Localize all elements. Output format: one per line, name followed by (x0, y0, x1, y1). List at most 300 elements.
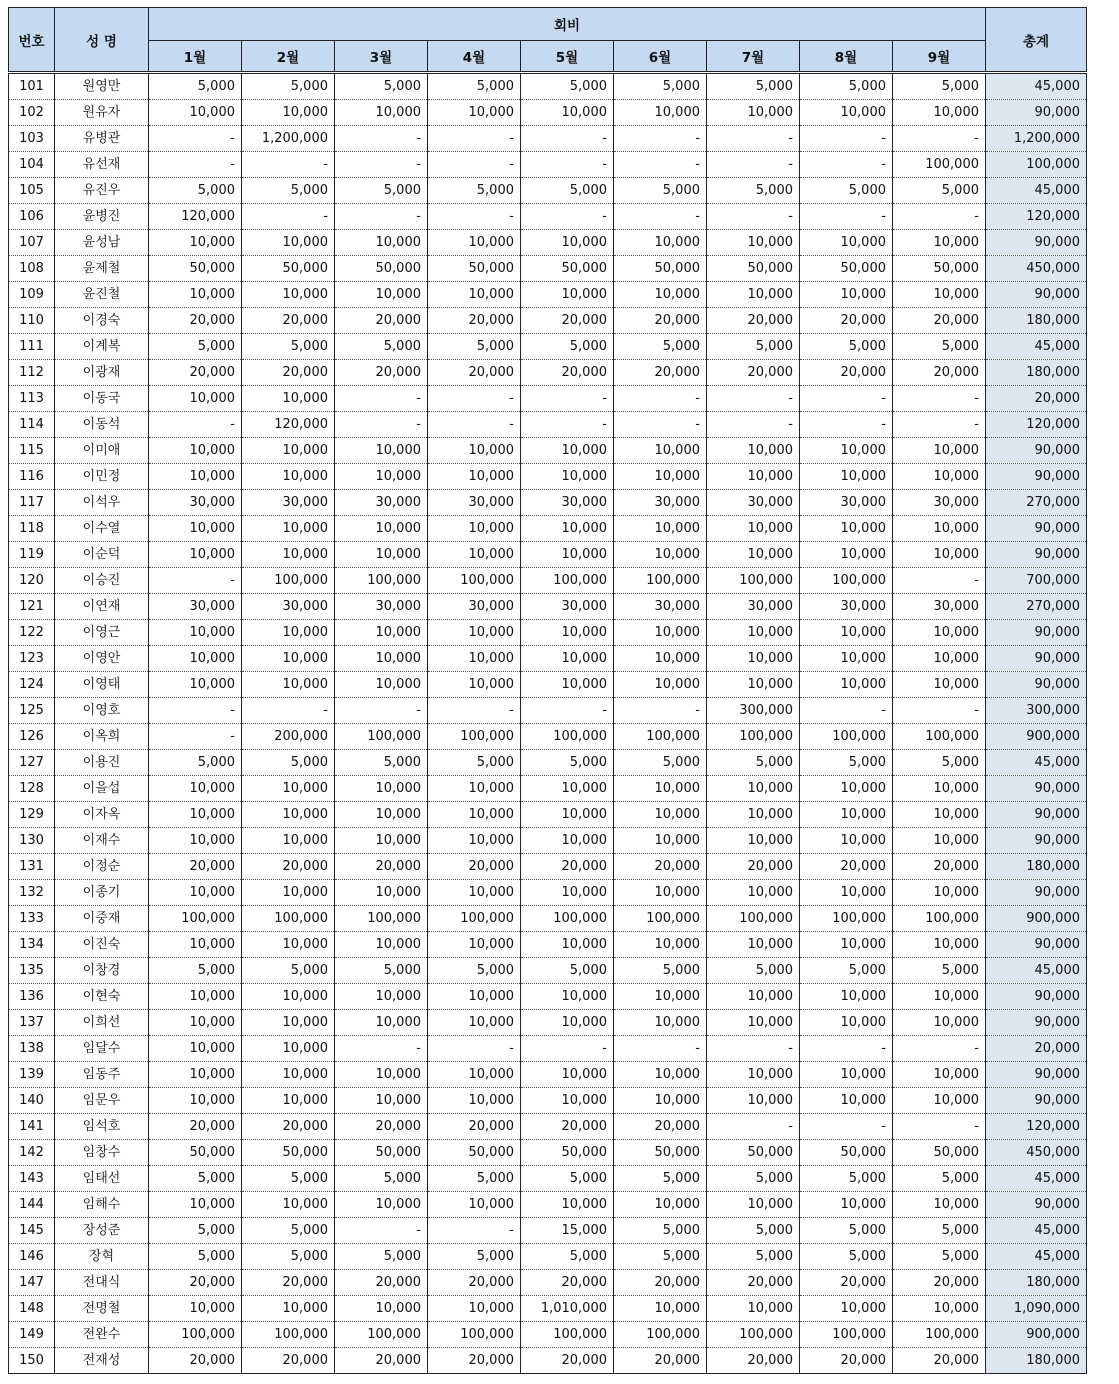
cell-month-2[interactable]: 10,000 (242, 1192, 335, 1218)
cell-month-8[interactable]: 5,000 (800, 1244, 893, 1270)
cell-name[interactable]: 이을섭 (55, 776, 149, 802)
cell-no[interactable]: 106 (9, 204, 55, 230)
cell-month-9[interactable]: - (893, 204, 986, 230)
cell-no[interactable]: 118 (9, 516, 55, 542)
cell-month-1[interactable]: 10,000 (149, 932, 242, 958)
cell-month-5[interactable]: 10,000 (521, 464, 614, 490)
cell-month-8[interactable]: 20,000 (800, 854, 893, 880)
cell-name[interactable]: 이경숙 (55, 308, 149, 334)
cell-month-1[interactable]: 10,000 (149, 880, 242, 906)
cell-month-2[interactable]: 10,000 (242, 282, 335, 308)
cell-month-3[interactable]: 5,000 (335, 73, 428, 100)
cell-month-2[interactable]: 10,000 (242, 1062, 335, 1088)
cell-month-3[interactable]: - (335, 1036, 428, 1062)
cell-month-9[interactable]: 10,000 (893, 802, 986, 828)
cell-month-8[interactable]: 30,000 (800, 594, 893, 620)
cell-name[interactable]: 임창수 (55, 1140, 149, 1166)
cell-month-4[interactable]: 20,000 (428, 854, 521, 880)
cell-month-9[interactable]: 100,000 (893, 724, 986, 750)
cell-month-4[interactable]: 30,000 (428, 490, 521, 516)
cell-no[interactable]: 115 (9, 438, 55, 464)
cell-month-5[interactable]: 100,000 (521, 724, 614, 750)
cell-month-6[interactable]: 20,000 (614, 1114, 707, 1140)
cell-month-7[interactable]: 30,000 (707, 594, 800, 620)
cell-month-5[interactable]: - (521, 1036, 614, 1062)
cell-month-8[interactable]: 10,000 (800, 1296, 893, 1322)
cell-month-6[interactable]: 10,000 (614, 1088, 707, 1114)
cell-month-4[interactable]: 10,000 (428, 984, 521, 1010)
cell-total[interactable]: 90,000 (986, 1062, 1087, 1088)
cell-month-6[interactable]: 10,000 (614, 1192, 707, 1218)
cell-no[interactable]: 113 (9, 386, 55, 412)
cell-month-3[interactable]: 5,000 (335, 178, 428, 204)
cell-month-1[interactable]: 10,000 (149, 516, 242, 542)
cell-month-3[interactable]: 5,000 (335, 334, 428, 360)
cell-month-9[interactable]: - (893, 698, 986, 724)
cell-month-2[interactable]: 10,000 (242, 1010, 335, 1036)
cell-month-5[interactable]: 10,000 (521, 1088, 614, 1114)
cell-month-3[interactable]: - (335, 1218, 428, 1244)
cell-month-4[interactable]: 5,000 (428, 1166, 521, 1192)
cell-month-5[interactable]: 100,000 (521, 1322, 614, 1348)
cell-month-8[interactable]: 10,000 (800, 1088, 893, 1114)
cell-month-4[interactable]: 20,000 (428, 360, 521, 386)
cell-month-5[interactable]: 30,000 (521, 594, 614, 620)
cell-month-4[interactable]: 10,000 (428, 1010, 521, 1036)
cell-month-5[interactable]: 10,000 (521, 984, 614, 1010)
cell-month-8[interactable]: 100,000 (800, 1322, 893, 1348)
cell-month-7[interactable]: 10,000 (707, 776, 800, 802)
cell-month-4[interactable]: 10,000 (428, 932, 521, 958)
cell-month-5[interactable]: 10,000 (521, 932, 614, 958)
cell-month-8[interactable]: 5,000 (800, 178, 893, 204)
cell-month-5[interactable]: - (521, 698, 614, 724)
cell-month-3[interactable]: 20,000 (335, 854, 428, 880)
cell-month-1[interactable]: 10,000 (149, 542, 242, 568)
cell-month-2[interactable]: 100,000 (242, 906, 335, 932)
cell-no[interactable]: 101 (9, 73, 55, 100)
cell-month-3[interactable]: - (335, 126, 428, 152)
cell-month-4[interactable]: 10,000 (428, 776, 521, 802)
cell-total[interactable]: 900,000 (986, 724, 1087, 750)
cell-month-6[interactable]: - (614, 1036, 707, 1062)
cell-total[interactable]: 45,000 (986, 73, 1087, 100)
cell-month-9[interactable]: 10,000 (893, 1010, 986, 1036)
cell-month-8[interactable]: - (800, 386, 893, 412)
cell-month-9[interactable]: 10,000 (893, 1062, 986, 1088)
cell-month-2[interactable]: 5,000 (242, 750, 335, 776)
cell-month-6[interactable]: 10,000 (614, 828, 707, 854)
cell-no[interactable]: 148 (9, 1296, 55, 1322)
cell-name[interactable]: 이동국 (55, 386, 149, 412)
cell-total[interactable]: 180,000 (986, 1348, 1087, 1374)
cell-no[interactable]: 127 (9, 750, 55, 776)
cell-month-1[interactable]: 5,000 (149, 750, 242, 776)
cell-total[interactable]: 90,000 (986, 282, 1087, 308)
cell-month-9[interactable]: 10,000 (893, 828, 986, 854)
cell-month-3[interactable]: 10,000 (335, 516, 428, 542)
cell-name[interactable]: 이창경 (55, 958, 149, 984)
cell-month-3[interactable]: 10,000 (335, 880, 428, 906)
cell-month-6[interactable]: 5,000 (614, 958, 707, 984)
cell-total[interactable]: 90,000 (986, 230, 1087, 256)
cell-name[interactable]: 임문우 (55, 1088, 149, 1114)
cell-month-1[interactable]: 20,000 (149, 1348, 242, 1374)
cell-month-1[interactable]: 10,000 (149, 672, 242, 698)
cell-month-3[interactable]: 10,000 (335, 932, 428, 958)
cell-month-2[interactable]: 30,000 (242, 594, 335, 620)
cell-month-6[interactable]: 20,000 (614, 854, 707, 880)
cell-month-3[interactable]: 20,000 (335, 1348, 428, 1374)
cell-name[interactable]: 이광재 (55, 360, 149, 386)
cell-month-8[interactable]: 20,000 (800, 308, 893, 334)
cell-month-5[interactable]: 30,000 (521, 490, 614, 516)
cell-month-7[interactable]: 10,000 (707, 672, 800, 698)
cell-month-6[interactable]: 10,000 (614, 230, 707, 256)
cell-month-2[interactable]: 10,000 (242, 776, 335, 802)
cell-name[interactable]: 이재수 (55, 828, 149, 854)
cell-month-7[interactable]: 100,000 (707, 1322, 800, 1348)
cell-no[interactable]: 104 (9, 152, 55, 178)
cell-month-6[interactable]: 10,000 (614, 542, 707, 568)
cell-month-5[interactable]: 5,000 (521, 1166, 614, 1192)
cell-month-8[interactable]: 10,000 (800, 1010, 893, 1036)
cell-total[interactable]: 90,000 (986, 516, 1087, 542)
cell-month-5[interactable]: - (521, 126, 614, 152)
cell-month-7[interactable]: 20,000 (707, 1348, 800, 1374)
cell-name[interactable]: 이승진 (55, 568, 149, 594)
cell-month-1[interactable]: 10,000 (149, 230, 242, 256)
cell-month-3[interactable]: 5,000 (335, 958, 428, 984)
cell-name[interactable]: 임태선 (55, 1166, 149, 1192)
cell-no[interactable]: 120 (9, 568, 55, 594)
cell-month-3[interactable]: 30,000 (335, 594, 428, 620)
cell-month-1[interactable]: - (149, 412, 242, 438)
cell-no[interactable]: 121 (9, 594, 55, 620)
cell-month-3[interactable]: 10,000 (335, 984, 428, 1010)
cell-month-4[interactable]: 10,000 (428, 516, 521, 542)
cell-month-3[interactable]: 10,000 (335, 100, 428, 126)
cell-month-3[interactable]: 20,000 (335, 360, 428, 386)
cell-month-9[interactable]: 10,000 (893, 932, 986, 958)
cell-month-9[interactable]: 5,000 (893, 73, 986, 100)
cell-no[interactable]: 150 (9, 1348, 55, 1374)
cell-month-5[interactable]: 1,010,000 (521, 1296, 614, 1322)
cell-month-2[interactable]: 100,000 (242, 1322, 335, 1348)
cell-month-2[interactable]: 200,000 (242, 724, 335, 750)
cell-month-2[interactable]: 1,200,000 (242, 126, 335, 152)
cell-month-1[interactable]: - (149, 698, 242, 724)
cell-month-6[interactable]: 20,000 (614, 1270, 707, 1296)
cell-month-9[interactable]: 20,000 (893, 308, 986, 334)
cell-month-2[interactable]: 5,000 (242, 178, 335, 204)
cell-month-1[interactable]: 5,000 (149, 1244, 242, 1270)
cell-total[interactable]: 450,000 (986, 256, 1087, 282)
cell-month-7[interactable]: 5,000 (707, 334, 800, 360)
cell-month-2[interactable]: 5,000 (242, 1244, 335, 1270)
cell-month-4[interactable]: 20,000 (428, 1270, 521, 1296)
cell-total[interactable]: 90,000 (986, 932, 1087, 958)
cell-total[interactable]: 100,000 (986, 152, 1087, 178)
cell-month-3[interactable]: - (335, 204, 428, 230)
cell-month-9[interactable]: 10,000 (893, 282, 986, 308)
cell-month-5[interactable]: 5,000 (521, 73, 614, 100)
cell-month-3[interactable]: 10,000 (335, 542, 428, 568)
cell-month-1[interactable]: 30,000 (149, 490, 242, 516)
cell-month-4[interactable]: - (428, 126, 521, 152)
cell-month-7[interactable]: 20,000 (707, 1270, 800, 1296)
cell-month-9[interactable]: 20,000 (893, 360, 986, 386)
cell-month-9[interactable]: 10,000 (893, 542, 986, 568)
cell-month-4[interactable]: 20,000 (428, 1348, 521, 1374)
cell-month-9[interactable]: 10,000 (893, 1296, 986, 1322)
cell-month-2[interactable]: 20,000 (242, 854, 335, 880)
cell-month-4[interactable]: 10,000 (428, 438, 521, 464)
cell-month-8[interactable]: 10,000 (800, 464, 893, 490)
cell-month-4[interactable]: 20,000 (428, 308, 521, 334)
cell-month-5[interactable]: 10,000 (521, 880, 614, 906)
cell-month-1[interactable]: 100,000 (149, 906, 242, 932)
cell-month-5[interactable]: 10,000 (521, 646, 614, 672)
cell-month-6[interactable]: 5,000 (614, 1166, 707, 1192)
cell-month-9[interactable]: 10,000 (893, 100, 986, 126)
cell-month-9[interactable]: 5,000 (893, 1166, 986, 1192)
cell-month-8[interactable]: 5,000 (800, 1218, 893, 1244)
cell-month-7[interactable]: 5,000 (707, 73, 800, 100)
cell-month-6[interactable]: - (614, 412, 707, 438)
cell-month-2[interactable]: 10,000 (242, 984, 335, 1010)
cell-month-1[interactable]: 10,000 (149, 620, 242, 646)
cell-month-7[interactable]: 10,000 (707, 542, 800, 568)
cell-month-7[interactable]: 10,000 (707, 1062, 800, 1088)
cell-month-5[interactable]: 100,000 (521, 906, 614, 932)
cell-no[interactable]: 107 (9, 230, 55, 256)
cell-month-2[interactable]: 5,000 (242, 958, 335, 984)
cell-month-7[interactable]: 20,000 (707, 308, 800, 334)
cell-total[interactable]: 90,000 (986, 1088, 1087, 1114)
cell-month-5[interactable]: 10,000 (521, 776, 614, 802)
cell-month-8[interactable]: 10,000 (800, 1192, 893, 1218)
cell-month-7[interactable]: 5,000 (707, 1218, 800, 1244)
cell-month-2[interactable]: 5,000 (242, 1166, 335, 1192)
cell-month-4[interactable]: 10,000 (428, 1296, 521, 1322)
cell-total[interactable]: 45,000 (986, 334, 1087, 360)
cell-month-7[interactable]: 10,000 (707, 1296, 800, 1322)
cell-month-2[interactable]: 50,000 (242, 1140, 335, 1166)
cell-month-9[interactable]: 20,000 (893, 1270, 986, 1296)
cell-month-4[interactable]: 10,000 (428, 828, 521, 854)
cell-month-5[interactable]: 10,000 (521, 672, 614, 698)
cell-month-2[interactable]: 10,000 (242, 828, 335, 854)
cell-month-2[interactable]: - (242, 698, 335, 724)
cell-month-9[interactable]: 5,000 (893, 958, 986, 984)
cell-month-6[interactable]: - (614, 698, 707, 724)
cell-month-3[interactable]: 10,000 (335, 1010, 428, 1036)
cell-month-5[interactable]: 10,000 (521, 516, 614, 542)
cell-month-9[interactable]: 100,000 (893, 1322, 986, 1348)
cell-total[interactable]: 90,000 (986, 100, 1087, 126)
cell-month-9[interactable]: 100,000 (893, 906, 986, 932)
cell-total[interactable]: 90,000 (986, 542, 1087, 568)
cell-month-4[interactable]: 5,000 (428, 1244, 521, 1270)
cell-month-7[interactable]: 10,000 (707, 828, 800, 854)
cell-month-7[interactable]: 10,000 (707, 464, 800, 490)
cell-month-1[interactable]: 20,000 (149, 1114, 242, 1140)
cell-name[interactable]: 전대식 (55, 1270, 149, 1296)
cell-month-2[interactable]: 5,000 (242, 73, 335, 100)
cell-month-8[interactable]: - (800, 698, 893, 724)
cell-month-4[interactable]: 10,000 (428, 672, 521, 698)
cell-month-9[interactable]: 10,000 (893, 1088, 986, 1114)
cell-month-5[interactable]: 10,000 (521, 620, 614, 646)
cell-total[interactable]: 45,000 (986, 958, 1087, 984)
cell-month-7[interactable]: 10,000 (707, 620, 800, 646)
cell-total[interactable]: 1,200,000 (986, 126, 1087, 152)
cell-month-3[interactable]: - (335, 152, 428, 178)
cell-total[interactable]: 1,090,000 (986, 1296, 1087, 1322)
cell-no[interactable]: 128 (9, 776, 55, 802)
cell-month-5[interactable]: 10,000 (521, 542, 614, 568)
cell-month-3[interactable]: 10,000 (335, 672, 428, 698)
cell-no[interactable]: 112 (9, 360, 55, 386)
cell-month-8[interactable]: 10,000 (800, 932, 893, 958)
cell-month-1[interactable]: 5,000 (149, 1166, 242, 1192)
cell-no[interactable]: 141 (9, 1114, 55, 1140)
cell-total[interactable]: 180,000 (986, 360, 1087, 386)
cell-month-4[interactable]: - (428, 698, 521, 724)
cell-month-8[interactable]: 20,000 (800, 1270, 893, 1296)
cell-total[interactable]: 270,000 (986, 490, 1087, 516)
cell-month-7[interactable]: - (707, 1036, 800, 1062)
cell-no[interactable]: 116 (9, 464, 55, 490)
cell-month-3[interactable]: 10,000 (335, 1192, 428, 1218)
cell-month-1[interactable]: 20,000 (149, 854, 242, 880)
cell-month-6[interactable]: 10,000 (614, 802, 707, 828)
cell-no[interactable]: 145 (9, 1218, 55, 1244)
cell-name[interactable]: 원영만 (55, 73, 149, 100)
cell-no[interactable]: 135 (9, 958, 55, 984)
cell-month-2[interactable]: 10,000 (242, 386, 335, 412)
cell-no[interactable]: 130 (9, 828, 55, 854)
cell-month-5[interactable]: 5,000 (521, 958, 614, 984)
cell-month-4[interactable]: - (428, 1218, 521, 1244)
cell-month-7[interactable]: - (707, 386, 800, 412)
cell-name[interactable]: 이현숙 (55, 984, 149, 1010)
cell-month-1[interactable]: 10,000 (149, 100, 242, 126)
cell-month-7[interactable]: 10,000 (707, 282, 800, 308)
cell-month-1[interactable]: 5,000 (149, 73, 242, 100)
cell-name[interactable]: 이중재 (55, 906, 149, 932)
cell-no[interactable]: 119 (9, 542, 55, 568)
cell-month-5[interactable]: 20,000 (521, 308, 614, 334)
cell-month-8[interactable]: 10,000 (800, 984, 893, 1010)
cell-total[interactable]: 90,000 (986, 880, 1087, 906)
cell-name[interactable]: 이미애 (55, 438, 149, 464)
cell-month-9[interactable]: 10,000 (893, 646, 986, 672)
cell-month-2[interactable]: 30,000 (242, 490, 335, 516)
cell-total[interactable]: 45,000 (986, 1166, 1087, 1192)
cell-month-5[interactable]: 20,000 (521, 360, 614, 386)
cell-month-8[interactable]: - (800, 412, 893, 438)
cell-month-9[interactable]: 20,000 (893, 854, 986, 880)
cell-month-8[interactable]: 10,000 (800, 828, 893, 854)
cell-month-1[interactable]: 5,000 (149, 958, 242, 984)
cell-month-6[interactable]: 5,000 (614, 334, 707, 360)
cell-month-1[interactable]: - (149, 152, 242, 178)
cell-total[interactable]: 180,000 (986, 1270, 1087, 1296)
cell-total[interactable]: 180,000 (986, 308, 1087, 334)
cell-month-5[interactable]: 10,000 (521, 100, 614, 126)
cell-month-6[interactable]: 10,000 (614, 646, 707, 672)
cell-month-5[interactable]: 10,000 (521, 282, 614, 308)
cell-no[interactable]: 105 (9, 178, 55, 204)
cell-month-3[interactable]: 10,000 (335, 620, 428, 646)
cell-month-1[interactable]: - (149, 724, 242, 750)
cell-month-4[interactable]: 30,000 (428, 594, 521, 620)
cell-month-7[interactable]: 20,000 (707, 360, 800, 386)
cell-total[interactable]: 45,000 (986, 178, 1087, 204)
cell-month-5[interactable]: 20,000 (521, 1348, 614, 1374)
cell-no[interactable]: 142 (9, 1140, 55, 1166)
cell-month-6[interactable]: 100,000 (614, 1322, 707, 1348)
cell-month-1[interactable]: 10,000 (149, 282, 242, 308)
cell-month-4[interactable]: 100,000 (428, 1322, 521, 1348)
cell-month-4[interactable]: 5,000 (428, 73, 521, 100)
cell-month-2[interactable]: 120,000 (242, 412, 335, 438)
cell-month-5[interactable]: - (521, 204, 614, 230)
cell-name[interactable]: 윤병진 (55, 204, 149, 230)
cell-month-4[interactable]: 50,000 (428, 1140, 521, 1166)
cell-month-1[interactable]: 10,000 (149, 828, 242, 854)
cell-month-3[interactable]: 20,000 (335, 308, 428, 334)
cell-total[interactable]: 120,000 (986, 412, 1087, 438)
cell-month-9[interactable]: 10,000 (893, 438, 986, 464)
cell-month-1[interactable]: 10,000 (149, 1010, 242, 1036)
cell-month-8[interactable]: 10,000 (800, 230, 893, 256)
cell-no[interactable]: 114 (9, 412, 55, 438)
cell-month-3[interactable]: 10,000 (335, 646, 428, 672)
cell-no[interactable]: 102 (9, 100, 55, 126)
cell-month-3[interactable]: 100,000 (335, 906, 428, 932)
cell-total[interactable]: 45,000 (986, 750, 1087, 776)
cell-month-3[interactable]: 5,000 (335, 1244, 428, 1270)
cell-month-5[interactable]: 10,000 (521, 1062, 614, 1088)
cell-month-8[interactable]: 100,000 (800, 568, 893, 594)
cell-month-9[interactable]: 10,000 (893, 620, 986, 646)
cell-name[interactable]: 이정순 (55, 854, 149, 880)
cell-month-4[interactable]: 10,000 (428, 620, 521, 646)
cell-month-6[interactable]: 20,000 (614, 1348, 707, 1374)
cell-month-1[interactable]: 10,000 (149, 984, 242, 1010)
cell-no[interactable]: 136 (9, 984, 55, 1010)
cell-month-8[interactable]: 5,000 (800, 750, 893, 776)
cell-month-9[interactable]: 10,000 (893, 672, 986, 698)
cell-total[interactable]: 90,000 (986, 672, 1087, 698)
cell-name[interactable]: 이순덕 (55, 542, 149, 568)
cell-month-2[interactable]: 10,000 (242, 230, 335, 256)
cell-month-1[interactable]: 10,000 (149, 386, 242, 412)
cell-month-1[interactable]: 20,000 (149, 308, 242, 334)
cell-month-8[interactable]: - (800, 126, 893, 152)
cell-month-9[interactable]: - (893, 1114, 986, 1140)
cell-month-1[interactable]: 100,000 (149, 1322, 242, 1348)
cell-month-7[interactable]: 30,000 (707, 490, 800, 516)
cell-month-7[interactable]: 5,000 (707, 958, 800, 984)
cell-month-1[interactable]: 50,000 (149, 1140, 242, 1166)
cell-month-8[interactable]: 10,000 (800, 1062, 893, 1088)
cell-month-8[interactable]: 10,000 (800, 516, 893, 542)
cell-no[interactable]: 146 (9, 1244, 55, 1270)
